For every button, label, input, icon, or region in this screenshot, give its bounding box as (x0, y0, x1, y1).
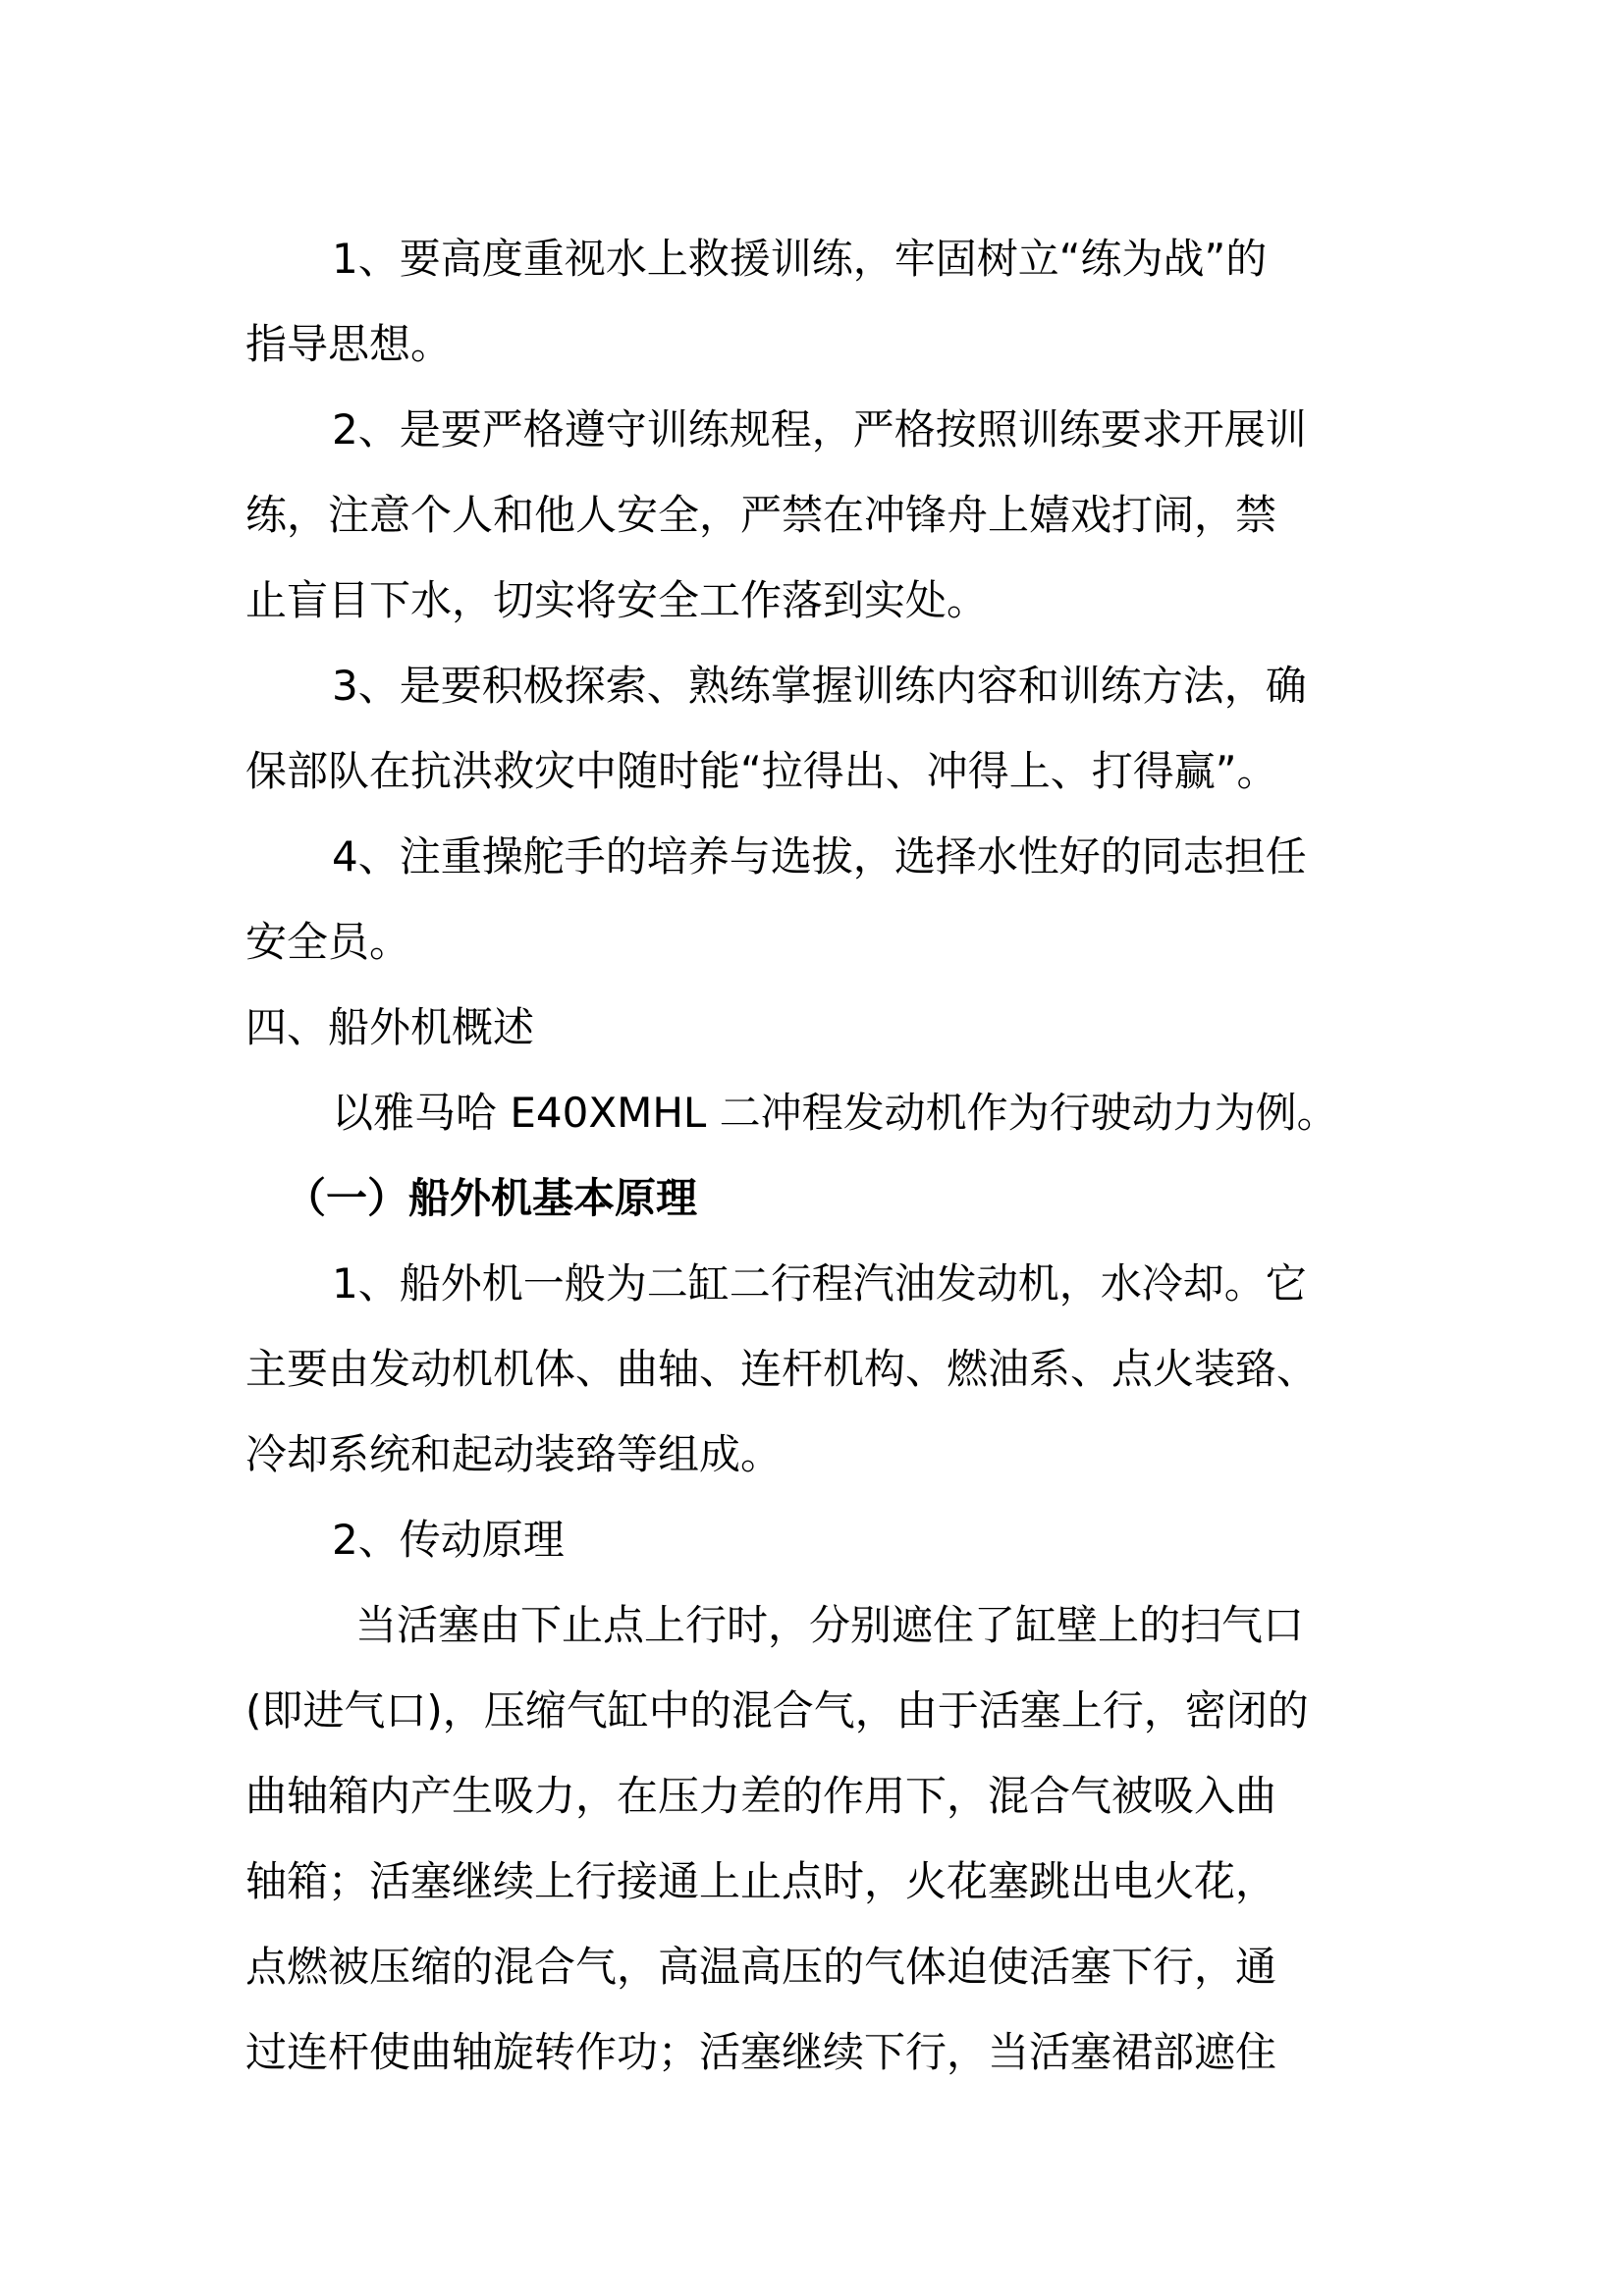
paragraph-6-line-4: 轴箱；活塞继续上行接通上止点时，火花塞跳出电火花， (245, 1857, 1277, 1905)
paragraph-3-line-2: 保部队在抗洪救灾中随时能“拉得出、冲得上、打得赢”。 (245, 747, 1278, 795)
paragraph-4-line-1: 4、注重操舵手的培养与选拔，选择水性好的同志担任 (332, 832, 1307, 881)
paragraph-1-line-1: 1、要高度重视水上救援训练，牢固树立“练为战”的 (332, 235, 1268, 283)
paragraph-3-line-1: 3、是要积极探索、熟练掌握训练内容和训练方法，确 (332, 662, 1307, 710)
paragraph-1-line-2: 指导思想。 (245, 320, 453, 368)
paragraph-5-line-2: 主要由发动机机体、曲轴、连杆机构、燃油系、点火装臵、 (245, 1345, 1319, 1393)
subsection-heading-1: （一）船外机基本原理 (285, 1174, 698, 1222)
intro-paragraph: 以雅马哈 E40XMHL 二冲程发动机作为行驶动力为例。 (332, 1089, 1338, 1137)
paragraph-5-line-1: 1、船外机一般为二缸二行程汽油发动机，水冷却。它 (332, 1259, 1307, 1308)
section-heading-4: 四、船外机概述 (245, 1003, 535, 1051)
paragraph-6-line-3: 曲轴箱内产生吸力，在压力差的作用下，混合气被吸入曲 (245, 1772, 1277, 1820)
paragraph-2-line-2: 练，注意个人和他人安全，严禁在冲锋舟上嬉戏打闹，禁 (245, 491, 1277, 539)
paragraph-2-line-1: 2、是要严格遵守训练规程，严格按照训练要求开展训 (332, 405, 1307, 454)
paragraph-2-line-3: 止盲目下水，切实将安全工作落到实处。 (245, 576, 989, 624)
paragraph-5-line-3: 冷却系统和起动装臵等组成。 (245, 1430, 783, 1478)
paragraph-6-line-6: 过连杆使曲轴旋转作功；活塞继续下行，当活塞裙部遮住 (245, 2028, 1277, 2076)
paragraph-6-line-1: 当活塞由下止点上行时，分别遮住了缸壁上的扫气口 (355, 1601, 1305, 1649)
item-heading-2: 2、传动原理 (332, 1516, 565, 1564)
paragraph-6-line-2: (即进气口)，压缩气缸中的混合气，由于活塞上行，密闭的 (245, 1686, 1309, 1735)
paragraph-6-line-5: 点燃被压缩的混合气，高温高压的气体迫使活塞下行，通 (245, 1943, 1277, 1991)
paragraph-4-line-2: 安全员。 (245, 918, 411, 966)
